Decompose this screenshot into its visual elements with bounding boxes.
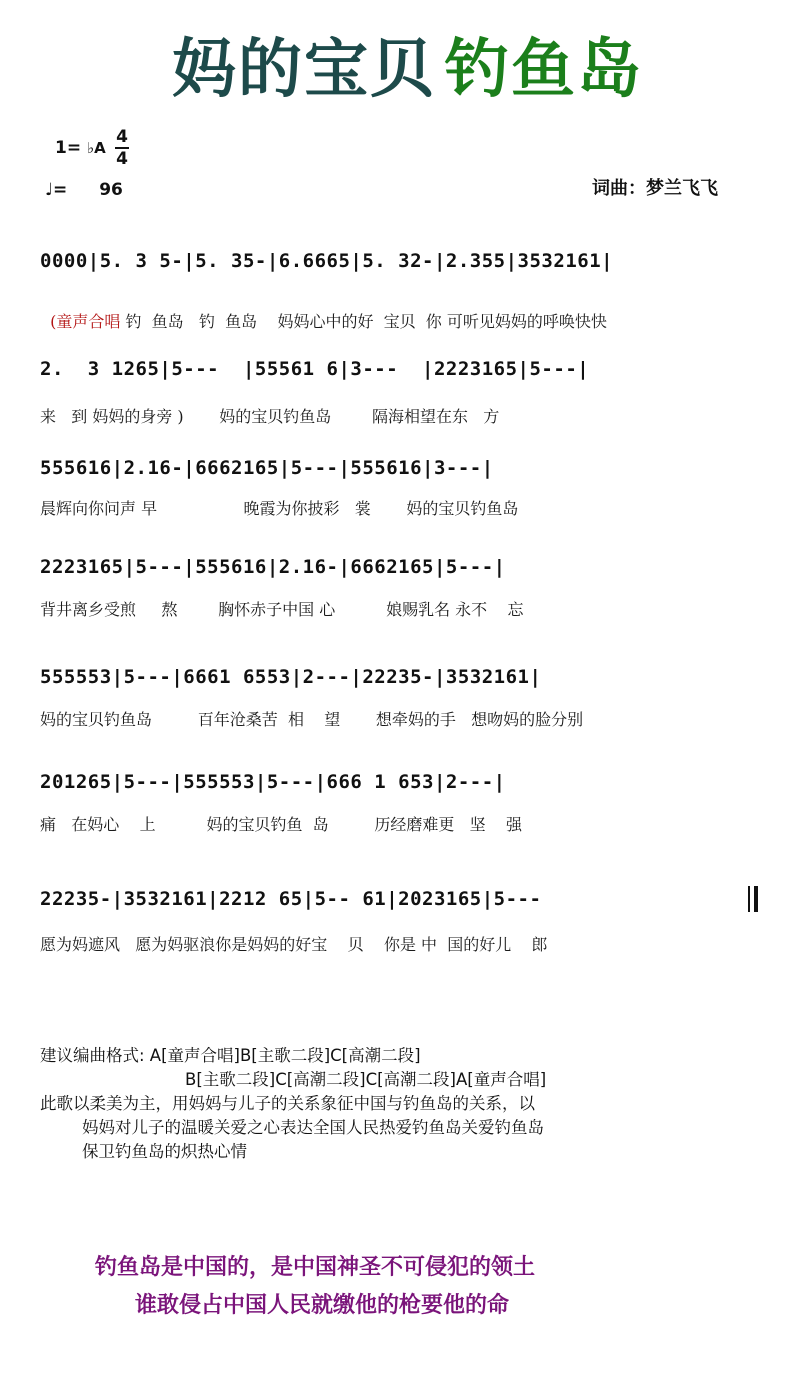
score-row-4-lyrics: 背井离乡受煎 熬 胸怀赤子中国 心 娘赐乳名 永不 忘	[40, 600, 524, 619]
lyric-text: 钓 鱼岛 钓 鱼岛 妈妈心中的好 宝贝 你 可听见妈妈的呼唤快快	[120, 312, 607, 331]
final-barline-thick	[754, 886, 758, 912]
score-row-7-notes: 22235-|3532161|2212 65|5-- 61|2023165|5---	[40, 888, 542, 910]
arrangement-line-1: 建议编曲格式: A[童声合唱]B[主歌二段]C[高潮二段]	[40, 1046, 421, 1065]
score-row-2-notes: 2. 3 1265|5--- |55561 6|3--- |2223165|5---|	[40, 358, 590, 380]
score-row-4-notes: 2223165|5---|555616|2.16-|6662165|5---|	[40, 556, 506, 578]
key-prefix: 1=	[55, 138, 82, 158]
score-row-3-lyrics: 晨辉向你问声 早 晚霞为你披彩 裳 妈的宝贝钓鱼岛	[40, 499, 519, 518]
score-row-5-lyrics: 妈的宝贝钓鱼岛 百年沧桑苦 相 望 想牵妈的手 想吻妈的脸分别	[40, 710, 584, 729]
score-row-1-notes: 0000|5. 3 5-|5. 35-|6.6665|5. 32-|2.355|3532161|	[40, 250, 614, 272]
score-row-1-lyrics	[40, 290, 765, 332]
song-title-part1: 妈的宝贝	[172, 33, 436, 107]
final-barline-thin	[748, 886, 750, 912]
arrangement-line-2: B[主歌二段]C[高潮二段]C[高潮二段]A[童声合唱]	[185, 1070, 547, 1089]
score-row-6-lyrics: 痛 在妈心 上 妈的宝贝钓鱼 岛 历经磨难更 坚 强	[40, 815, 523, 834]
score-row-6-notes: 201265|5---|555553|5---|666 1 653|2---|	[40, 771, 506, 793]
time-signature-top: 4	[116, 127, 128, 147]
score-row-5-notes: 555553|5---|6661 6553|2---|22235-|3532161|	[40, 666, 542, 688]
slogan-line-2: 谁敢侵占中国人民就缴他的枪要他的命	[135, 1293, 510, 1318]
song-title-part2: 钓鱼岛	[445, 33, 643, 107]
tempo-value: 96	[99, 180, 123, 200]
quarter-note-icon: ♩=	[45, 180, 68, 200]
lyric-prefix: (童声合唱	[50, 312, 121, 331]
time-signature	[115, 128, 129, 168]
description-line-2: 妈妈对儿子的温暖关爱之心表达全国人民热爱钓鱼岛关爱钓鱼岛	[82, 1118, 544, 1137]
key-flat: ♭A	[87, 139, 106, 157]
score-row-3-notes: 555616|2.16-|6662165|5---|555616|3---|	[40, 457, 494, 479]
score-row-2-lyrics: 来 到 妈妈的身旁 ) 妈的宝贝钓鱼岛 隔海相望在东 方	[40, 407, 500, 426]
description-line-1: 此歌以柔美为主，用妈妈与儿子的关系象征中国与钓鱼岛的关系，以	[40, 1094, 535, 1113]
credits: 词曲：梦兰飞飞	[592, 178, 718, 199]
slogan-line-1: 钓鱼岛是中国的，是中国神圣不可侵犯的领土	[95, 1255, 536, 1280]
score-row-7-lyrics: 愿为妈遮风 愿为妈驱浪你是妈妈的好宝 贝 你是 中 国的好儿 郎	[40, 935, 548, 954]
description-line-3: 保卫钓鱼岛的炽热心情	[82, 1142, 247, 1161]
time-signature-bottom: 4	[116, 149, 128, 169]
key-signature	[55, 138, 106, 158]
tempo-marking	[45, 180, 123, 200]
